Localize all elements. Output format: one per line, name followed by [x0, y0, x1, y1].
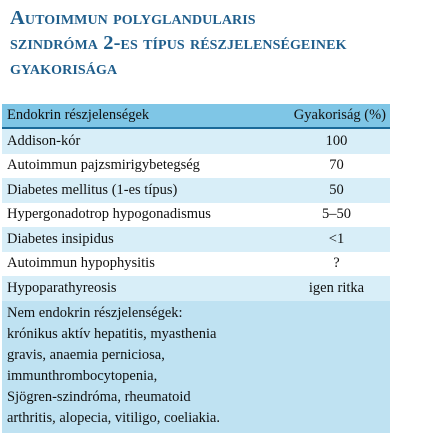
non-endocrine-line: immunthrombocytopenia,	[7, 367, 158, 384]
row-value: 50	[329, 181, 344, 198]
title-line-3: gyakorisága	[10, 57, 118, 79]
table-header	[2, 104, 390, 129]
table-row	[2, 203, 390, 228]
title-line-1: Autoimmun polyglandularis	[10, 7, 256, 29]
row-name: Diabetes insipidus	[7, 230, 114, 247]
header-endocrine: Endokrin részjelenségek	[7, 107, 150, 123]
non-endocrine-line: krónikus aktív hepatitis, myasthenia	[7, 325, 217, 342]
title-line-2: szindróma 2-es típus részjelenségeinek	[10, 32, 347, 54]
table-row	[2, 154, 390, 179]
frequency-table	[2, 104, 390, 433]
header-frequency: Gyakoriság (%)	[293, 107, 386, 123]
non-endocrine-line: arthritis, alopecia, vitiligo, coeliakia.	[7, 409, 220, 426]
non-endocrine-heading: Nem endokrin részjelenségek:	[7, 304, 183, 321]
row-name: Autoimmun hypophysitis	[7, 255, 155, 272]
row-value: 100	[325, 132, 348, 149]
non-endocrine-line: gravis, anaemia perniciosa,	[7, 346, 165, 363]
document-title	[10, 6, 440, 81]
non-endocrine-line: Sjögren-szindróma, rheumatoid	[7, 388, 191, 405]
row-name: Hypergonadotrop hypogonadismus	[7, 206, 211, 223]
row-name: Diabetes mellitus (1-es típus)	[7, 181, 178, 198]
row-value: 5–50	[322, 206, 351, 223]
row-name: Addison-kór	[7, 132, 81, 149]
row-value: igen ritka	[308, 279, 365, 296]
table-row	[2, 252, 390, 277]
table-row	[2, 178, 390, 203]
table-row	[2, 129, 390, 154]
row-value: 70	[329, 157, 344, 174]
row-value: ?	[333, 255, 340, 272]
non-endocrine-section	[2, 301, 390, 433]
table-row	[2, 227, 390, 252]
row-name: Autoimmun pajzsmirigybetegség	[7, 157, 200, 174]
row-value: <1	[328, 230, 345, 247]
table-row	[2, 276, 390, 301]
row-name: Hypoparathyreosis	[7, 279, 117, 296]
